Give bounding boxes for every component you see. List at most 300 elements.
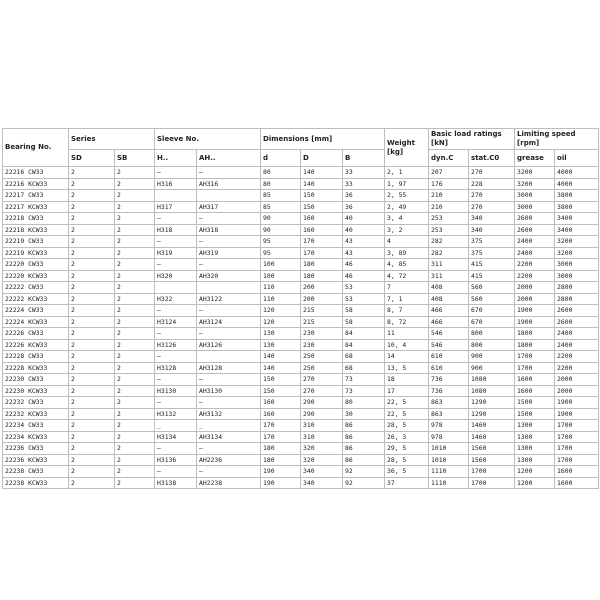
cell-stat-c0: 1700 [469,466,515,478]
cell-weight: 29, 5 [385,443,429,455]
cell-b-width: 73 [343,374,385,386]
cell-bearing-no: 22236 CW33 [3,443,69,455]
cell-sleeve-h [155,282,197,294]
cell-stat-c0: 1290 [469,408,515,420]
cell-sleeve-ah: – [197,167,261,179]
cell-grease: 2400 [515,247,555,259]
header-dimensions: Dimensions [mm] [261,129,385,150]
cell-sleeve-h: – [155,167,197,179]
cell-d-outer: 230 [301,339,343,351]
cell-sleeve-h: – [155,328,197,340]
header-stat-c0: stat.C0 [469,150,515,167]
header-d-inner: d [261,150,301,167]
cell-sd: 2 [69,224,115,236]
cell-sleeve-h: H316 [155,178,197,190]
cell-bearing-no: 22226 KCW33 [3,339,69,351]
cell-sb: 2 [115,351,155,363]
cell-grease: 2200 [515,259,555,271]
cell-stat-c0: 800 [469,339,515,351]
cell-sleeve-h: H317 [155,201,197,213]
cell-bearing-no: 22238 CW33 [3,466,69,478]
cell-oil: 3400 [555,224,599,236]
cell-b-width: 58 [343,316,385,328]
cell-stat-c0: 560 [469,282,515,294]
cell-d-outer: 340 [301,477,343,489]
header-grease: grease [515,150,555,167]
cell-stat-c0: 340 [469,213,515,225]
cell-d-inner: 150 [261,374,301,386]
cell-sleeve-h: – [155,374,197,386]
cell-sleeve-ah: AH318 [197,224,261,236]
cell-stat-c0: 1560 [469,443,515,455]
cell-sleeve-h: H3134 [155,431,197,443]
cell-bearing-no: 22222 CW33 [3,282,69,294]
cell-d-inner: 95 [261,247,301,259]
cell-b-width: 43 [343,247,385,259]
cell-sd: 2 [69,178,115,190]
cell-dyn-c: 282 [429,236,469,248]
cell-sd: 2 [69,374,115,386]
cell-weight: 10, 4 [385,339,429,351]
cell-d-outer: 215 [301,305,343,317]
cell-sb: 2 [115,316,155,328]
cell-grease: 2000 [515,282,555,294]
cell-d-inner: 180 [261,443,301,455]
cell-sleeve-h [155,190,197,202]
cell-sleeve-ah [197,351,261,363]
cell-sleeve-ah: AH3122 [197,293,261,305]
cell-oil: 2600 [555,305,599,317]
cell-d-outer: 310 [301,420,343,432]
cell-d-inner: 120 [261,305,301,317]
cell-b-width: 36 [343,190,385,202]
cell-weight: 3, 2 [385,224,429,236]
cell-sb: 2 [115,236,155,248]
cell-bearing-no: 22220 CW33 [3,259,69,271]
cell-bearing-no: 22226 CW33 [3,328,69,340]
cell-sd: 2 [69,282,115,294]
cell-sleeve-ah: – [197,305,261,317]
cell-sb: 2 [115,385,155,397]
cell-dyn-c: 863 [429,397,469,409]
cell-stat-c0: 900 [469,362,515,374]
cell-bearing-no: 22217 CW33 [3,190,69,202]
cell-sb: 2 [115,431,155,443]
cell-sb: 2 [115,282,155,294]
cell-sd: 2 [69,270,115,282]
table-row [3,351,599,363]
cell-dyn-c: 978 [429,420,469,432]
cell-sleeve-h: – [155,236,197,248]
cell-stat-c0: 1560 [469,454,515,466]
table-row [3,259,599,271]
cell-b-width: 92 [343,466,385,478]
cell-weight: 2, 1 [385,167,429,179]
cell-sleeve-h: H3132 [155,408,197,420]
cell-oil: 2800 [555,282,599,294]
cell-stat-c0: 415 [469,270,515,282]
cell-sd: 2 [69,201,115,213]
cell-sleeve-ah: AH320 [197,270,261,282]
cell-sleeve-ah: AH2236 [197,454,261,466]
cell-sleeve-h: – [155,213,197,225]
cell-grease: 3200 [515,167,555,179]
cell-sleeve-ah: AH2238 [197,477,261,489]
header-limiting-speed: Limiting speed [rpm] [515,129,599,150]
cell-d-inner: 95 [261,236,301,248]
cell-sleeve-ah: – [197,328,261,340]
cell-b-width: 46 [343,270,385,282]
cell-sd: 2 [69,351,115,363]
table-row [3,477,599,489]
cell-grease: 1800 [515,339,555,351]
cell-sd: 2 [69,408,115,420]
cell-bearing-no: 22236 KCW33 [3,454,69,466]
cell-sleeve-ah: – [197,213,261,225]
cell-d-outer: 140 [301,167,343,179]
cell-weight: 36, 5 [385,466,429,478]
cell-sd: 2 [69,454,115,466]
table-row [3,316,599,328]
table-row [3,293,599,305]
cell-stat-c0: 900 [469,351,515,363]
cell-dyn-c: 466 [429,305,469,317]
cell-oil: 1700 [555,431,599,443]
cell-dyn-c: 546 [429,328,469,340]
cell-sd: 2 [69,293,115,305]
cell-d-inner: 80 [261,167,301,179]
cell-b-width: 86 [343,420,385,432]
cell-sb: 2 [115,167,155,179]
cell-d-inner: 130 [261,328,301,340]
cell-sleeve-ah: AH317 [197,201,261,213]
cell-stat-c0: 270 [469,201,515,213]
cell-dyn-c: 210 [429,201,469,213]
cell-sleeve-h: – [155,397,197,409]
cell-b-width: 33 [343,178,385,190]
cell-bearing-no: 22234 CW33 [3,420,69,432]
cell-b-width: 92 [343,477,385,489]
cell-sd: 2 [69,316,115,328]
cell-weight: 8, 7 [385,305,429,317]
cell-sleeve-h: – [155,305,197,317]
cell-oil: 3800 [555,201,599,213]
cell-b-width: 53 [343,293,385,305]
table-row [3,282,599,294]
cell-sd: 2 [69,247,115,259]
cell-b-width: 36 [343,201,385,213]
cell-grease: 1600 [515,385,555,397]
cell-weight: 4, 85 [385,259,429,271]
cell-bearing-no: 22218 KCW33 [3,224,69,236]
header-d-outer: D [301,150,343,167]
cell-sb: 2 [115,408,155,420]
cell-grease: 1300 [515,420,555,432]
cell-dyn-c: 1110 [429,466,469,478]
cell-dyn-c: 253 [429,213,469,225]
cell-b-width: 80 [343,397,385,409]
header-bearing-no: Bearing No. [3,129,69,167]
cell-d-outer: 150 [301,190,343,202]
table-row [3,178,599,190]
cell-sleeve-h: H320 [155,270,197,282]
table-row [3,362,599,374]
cell-sb: 2 [115,213,155,225]
cell-oil: 1600 [555,466,599,478]
cell-grease: 1300 [515,454,555,466]
cell-b-width: 73 [343,385,385,397]
cell-d-outer: 200 [301,293,343,305]
cell-b-width: 86 [343,454,385,466]
table-row [3,408,599,420]
cell-sleeve-ah: – [197,397,261,409]
cell-sleeve-ah: AH3130 [197,385,261,397]
cell-dyn-c: 282 [429,247,469,259]
cell-dyn-c: 408 [429,293,469,305]
cell-stat-c0: 1080 [469,385,515,397]
cell-bearing-no: 22219 CW33 [3,236,69,248]
cell-b-width: 58 [343,305,385,317]
cell-weight: 1, 97 [385,178,429,190]
cell-sd: 2 [69,466,115,478]
cell-bearing-no: 22216 CW33 [3,167,69,179]
cell-b-width: 86 [343,431,385,443]
cell-bearing-no: 22228 CW33 [3,351,69,363]
cell-grease: 1900 [515,305,555,317]
cell-weight: 3, 4 [385,213,429,225]
header-weight: Weight [kg] [385,129,429,167]
cell-bearing-no: 22218 CW33 [3,213,69,225]
cell-sleeve-h: H3126 [155,339,197,351]
cell-d-inner: 100 [261,270,301,282]
cell-stat-c0: 340 [469,224,515,236]
cell-d-outer: 270 [301,374,343,386]
cell-d-inner: 110 [261,282,301,294]
cell-sb: 2 [115,305,155,317]
header-ah: AH.. [197,150,261,167]
cell-sd: 2 [69,328,115,340]
cell-sleeve-ah: AH3126 [197,339,261,351]
cell-oil: 3800 [555,190,599,202]
cell-sb: 2 [115,374,155,386]
cell-weight: 2, 49 [385,201,429,213]
header-dyn-c: dyn.C [429,150,469,167]
cell-bearing-no: 22230 KCW33 [3,385,69,397]
cell-sb: 2 [115,201,155,213]
cell-d-outer: 250 [301,362,343,374]
cell-oil: 2400 [555,339,599,351]
cell-bearing-no: 22234 KCW33 [3,431,69,443]
cell-sleeve-ah: – [197,443,261,455]
cell-sleeve-h: – [155,351,197,363]
cell-dyn-c: 207 [429,167,469,179]
cell-stat-c0: 270 [469,167,515,179]
cell-weight: 26, 3 [385,431,429,443]
table-row [3,167,599,179]
cell-sleeve-ah: – [197,374,261,386]
header-sd: SD [69,150,115,167]
cell-grease: 1300 [515,443,555,455]
cell-sd: 2 [69,443,115,455]
cell-sleeve-h: H3124 [155,316,197,328]
cell-sb: 2 [115,178,155,190]
cell-sd: 2 [69,236,115,248]
cell-sleeve-ah: AH3132 [197,408,261,420]
cell-d-inner: 100 [261,259,301,271]
cell-dyn-c: 210 [429,190,469,202]
cell-bearing-no: 22220 KCW33 [3,270,69,282]
cell-sd: 2 [69,362,115,374]
cell-sb: 2 [115,466,155,478]
table-row [3,305,599,317]
cell-d-outer: 250 [301,351,343,363]
cell-d-inner: 150 [261,385,301,397]
cell-bearing-no: 22224 CW33 [3,305,69,317]
cell-dyn-c: 610 [429,362,469,374]
cell-sleeve-h: H3130 [155,385,197,397]
cell-grease: 2600 [515,213,555,225]
cell-stat-c0: 1460 [469,420,515,432]
table-row [3,431,599,443]
cell-oil: 4000 [555,178,599,190]
table-row [3,224,599,236]
cell-d-inner: 170 [261,420,301,432]
header-h: H.. [155,150,197,167]
table-row [3,454,599,466]
cell-b-width: 43 [343,236,385,248]
cell-dyn-c: 978 [429,431,469,443]
cell-sb: 2 [115,247,155,259]
cell-stat-c0: 228 [469,178,515,190]
cell-dyn-c: 176 [429,178,469,190]
cell-sd: 2 [69,397,115,409]
cell-d-inner: 85 [261,190,301,202]
cell-d-outer: 170 [301,236,343,248]
cell-b-width: 68 [343,362,385,374]
cell-grease: 3000 [515,190,555,202]
cell-stat-c0: 375 [469,247,515,259]
cell-dyn-c: 610 [429,351,469,363]
cell-d-outer: 290 [301,408,343,420]
table-header [3,129,599,167]
table-row [3,213,599,225]
header-sb: SB [115,150,155,167]
cell-grease: 1700 [515,362,555,374]
cell-weight: 13, 5 [385,362,429,374]
cell-b-width: 84 [343,339,385,351]
cell-d-inner: 130 [261,339,301,351]
cell-stat-c0: 375 [469,236,515,248]
cell-oil: 1900 [555,408,599,420]
cell-weight: 14 [385,351,429,363]
cell-oil: 2600 [555,316,599,328]
cell-stat-c0: 800 [469,328,515,340]
cell-sleeve-h: – [155,466,197,478]
cell-sb: 2 [115,339,155,351]
cell-sleeve-ah: AH319 [197,247,261,259]
cell-oil: 3000 [555,259,599,271]
cell-sd: 2 [69,420,115,432]
cell-weight: 7 [385,282,429,294]
header-sub-row [3,150,599,167]
cell-dyn-c: 736 [429,374,469,386]
cell-weight: 3, 89 [385,247,429,259]
cell-grease: 1800 [515,328,555,340]
cell-dyn-c: 736 [429,385,469,397]
header-oil: oil [555,150,599,167]
cell-oil: 3200 [555,236,599,248]
cell-bearing-no: 22217 KCW33 [3,201,69,213]
cell-oil: 2000 [555,374,599,386]
table-row [3,247,599,259]
table-row [3,339,599,351]
cell-oil: 2800 [555,293,599,305]
cell-weight: 17 [385,385,429,397]
cell-d-inner: 180 [261,454,301,466]
cell-grease: 3000 [515,201,555,213]
cell-d-outer: 290 [301,397,343,409]
cell-sleeve-h: _ [155,420,197,432]
cell-weight: 22, 5 [385,397,429,409]
cell-sleeve-ah [197,190,261,202]
cell-d-inner: 190 [261,466,301,478]
cell-weight: 22, 5 [385,408,429,420]
table-row [3,328,599,340]
cell-sb: 2 [115,270,155,282]
cell-d-inner: 170 [261,431,301,443]
cell-weight: 8, 72 [385,316,429,328]
cell-stat-c0: 1700 [469,477,515,489]
cell-dyn-c: 466 [429,316,469,328]
cell-weight: 18 [385,374,429,386]
cell-sd: 2 [69,167,115,179]
cell-grease: 1600 [515,374,555,386]
table-row [3,374,599,386]
cell-grease: 2400 [515,236,555,248]
cell-oil: 2000 [555,385,599,397]
cell-dyn-c: 1010 [429,454,469,466]
cell-oil: 1900 [555,397,599,409]
cell-sleeve-h: H3128 [155,362,197,374]
cell-stat-c0: 270 [469,190,515,202]
cell-dyn-c: 1010 [429,443,469,455]
cell-d-outer: 160 [301,224,343,236]
cell-bearing-no: 22222 KCW33 [3,293,69,305]
cell-sleeve-ah: AH3134 [197,431,261,443]
cell-d-outer: 320 [301,443,343,455]
cell-sleeve-ah: AH316 [197,178,261,190]
table-row [3,201,599,213]
cell-dyn-c: 546 [429,339,469,351]
cell-sb: 2 [115,477,155,489]
cell-sd: 2 [69,305,115,317]
cell-oil: 3000 [555,270,599,282]
cell-bearing-no: 22230 CW33 [3,374,69,386]
cell-sleeve-ah: – [197,236,261,248]
cell-d-outer: 180 [301,270,343,282]
table-row [3,190,599,202]
cell-sd: 2 [69,259,115,271]
cell-b-width: 46 [343,259,385,271]
cell-oil: 3400 [555,213,599,225]
cell-grease: 1300 [515,431,555,443]
cell-d-inner: 85 [261,201,301,213]
cell-sleeve-h: H319 [155,247,197,259]
cell-d-inner: 80 [261,178,301,190]
cell-sleeve-h: H3138 [155,477,197,489]
cell-sleeve-ah [197,282,261,294]
cell-b-width: 86 [343,443,385,455]
